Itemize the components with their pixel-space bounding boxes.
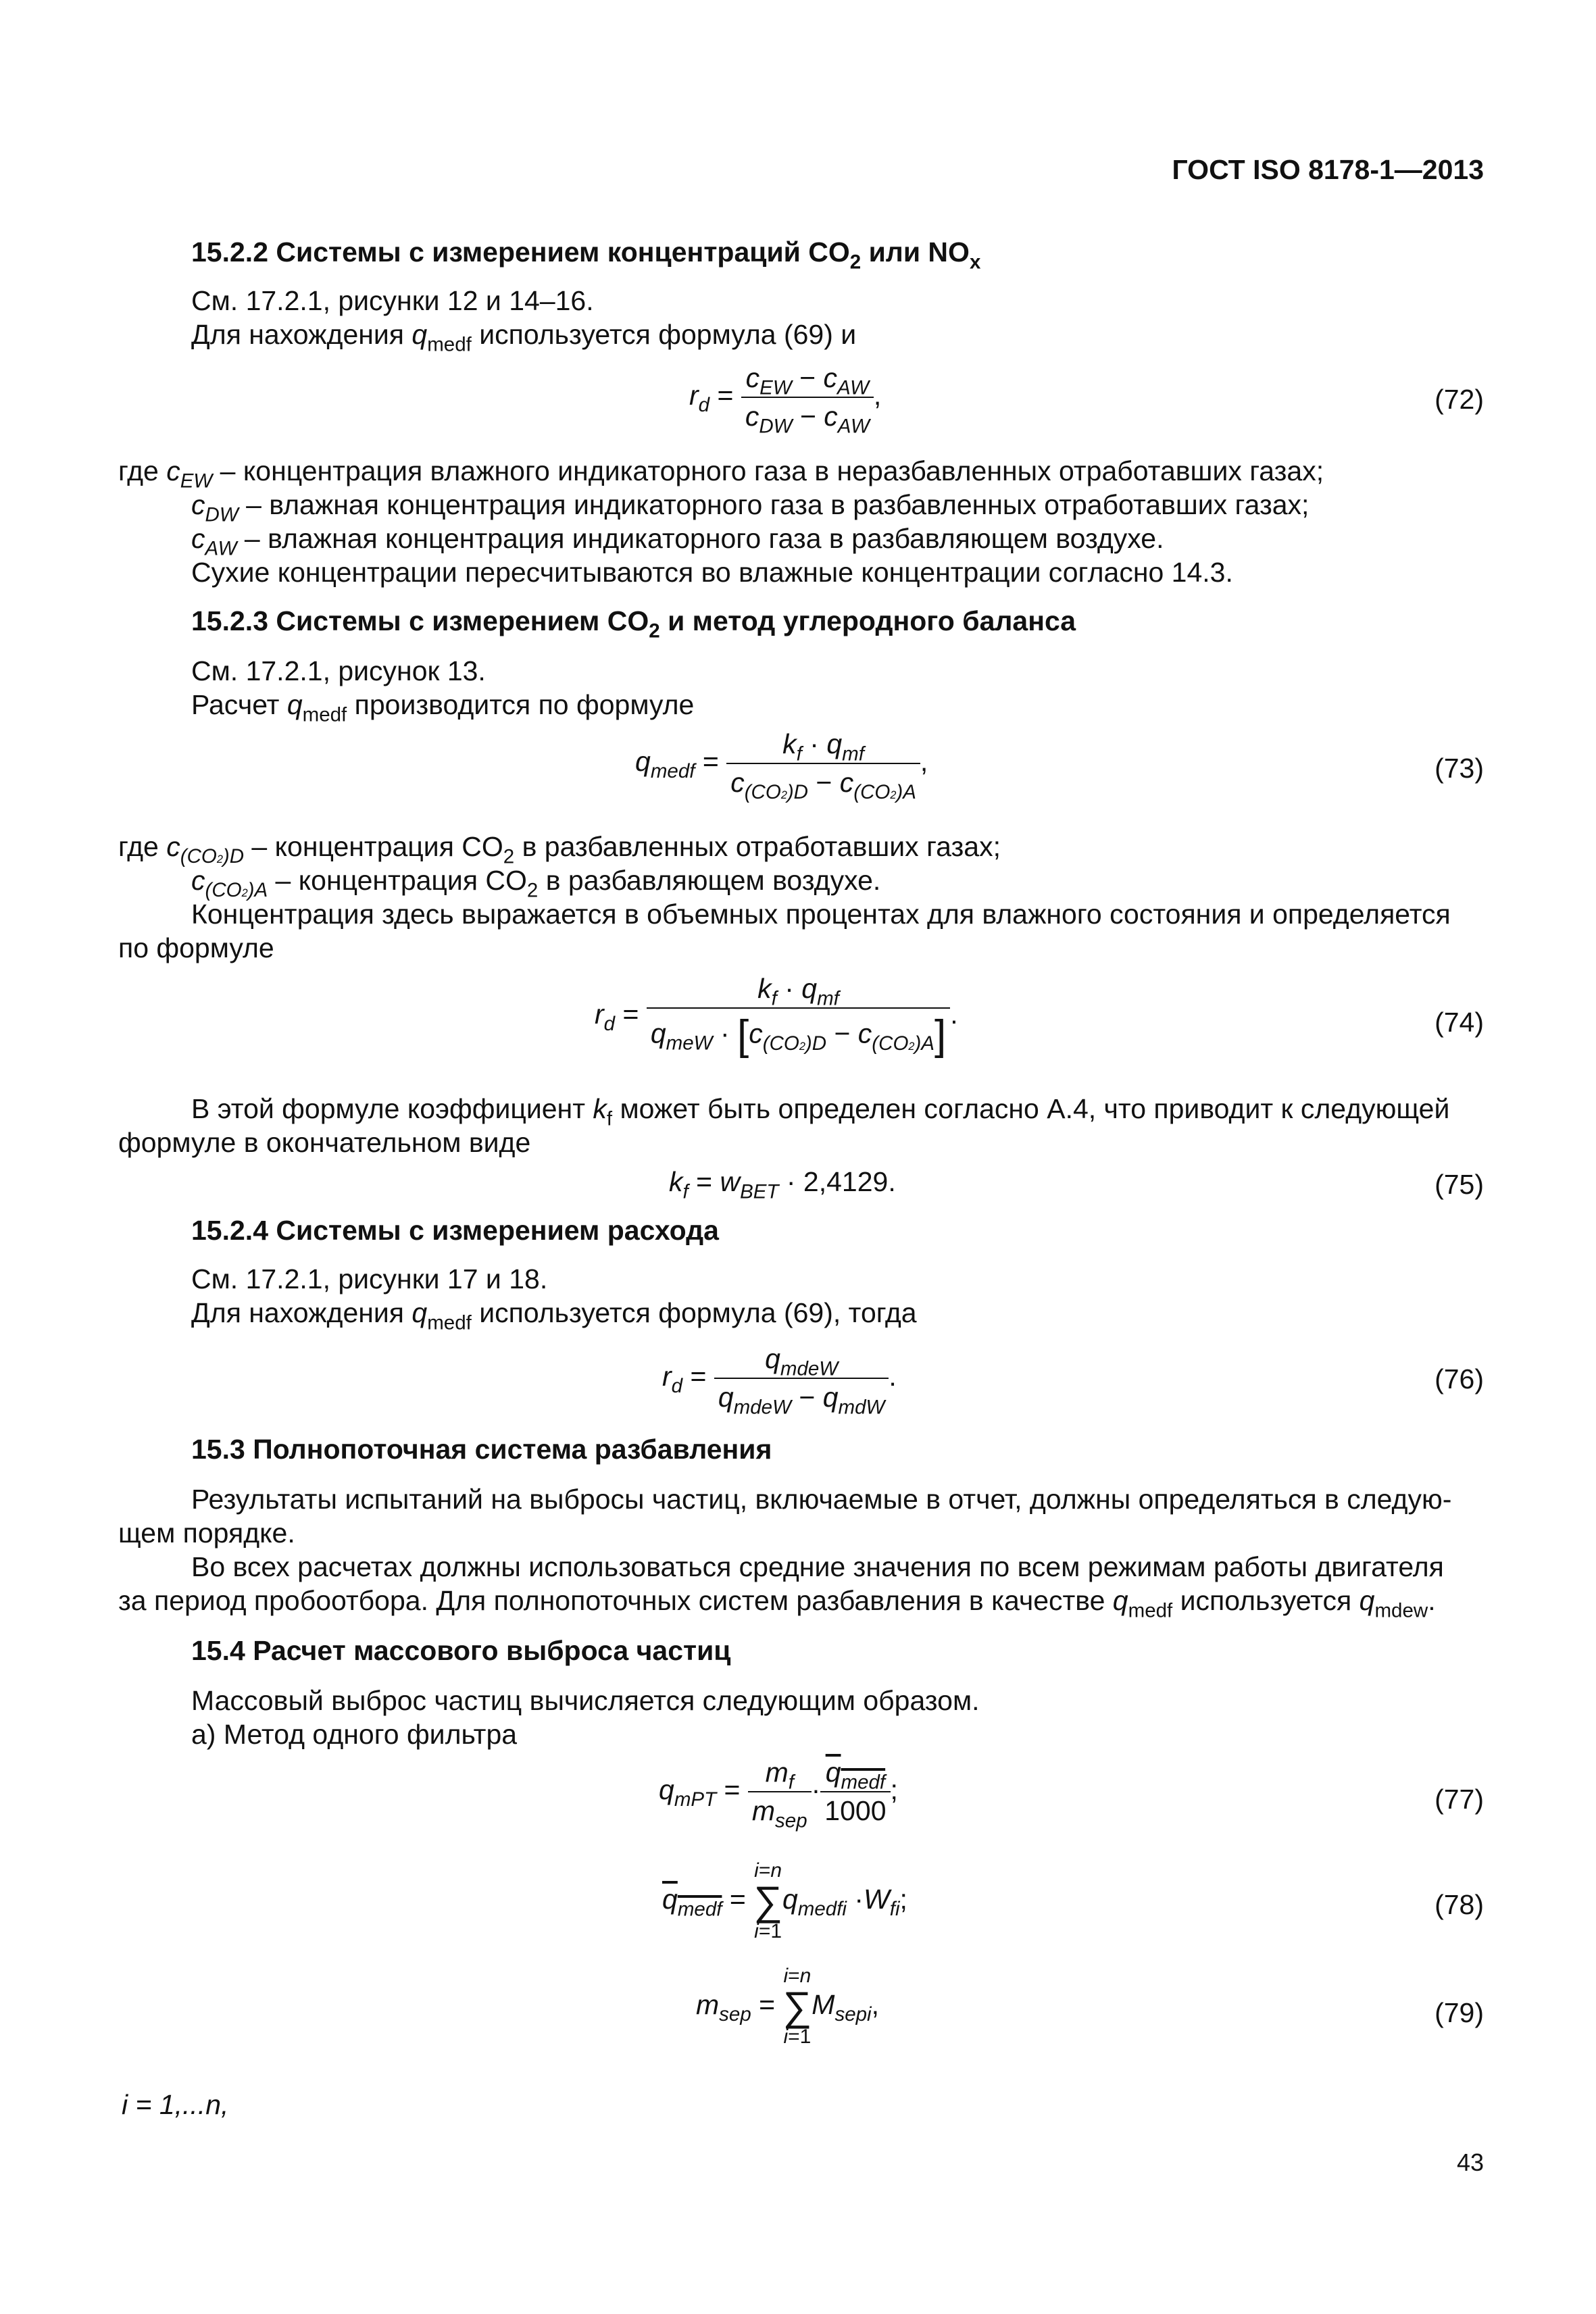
section-15-2-3-title: 15.2.3 Системы с измерением $CO_2$ и метод углеродного баланса <box>191 605 1076 643</box>
page-number: 43 <box>1456 2148 1484 2176</box>
where-line: $c_{AW}$ – влажная концентрация индикаторного газа в разбавляющем воздухе. <box>191 523 1164 560</box>
paragraph: Результаты испытаний на выбросы частиц, включаемые в отчет, должны определяться в следую- <box>191 1484 1452 1515</box>
paragraph: См. 17.2.1, рисунки 17 и 18. <box>191 1263 548 1294</box>
equation-number-72: (72) <box>1435 384 1484 415</box>
where-line: где $c_{(CO2)D}$ – концентрация $CO_2$ в разбавленных отработавших газах; <box>118 831 1001 868</box>
formula-73: $q_{medf}$ = $\frac{k_f \cdot q_{mf}}{c_{(CO2)D} - c_{(CO2)A}}$ , <box>635 728 928 804</box>
paragraph: В этой формуле коэффициент $k_f$ может быть определен согласно A.4, что приводит к следующей <box>191 1093 1450 1130</box>
where-line: $c_{DW}$ – влажная концентрация индикаторного газа в разбавленных отработавших газах; <box>191 489 1310 526</box>
paragraph: за период пробоотбора. Для полнопоточных систем разбавления в качестве $q_{medf}$ используется $q_{mdew}$. <box>118 1585 1436 1622</box>
equation-number-76: (76) <box>1435 1363 1484 1394</box>
paragraph: Массовый выброс частиц вычисляется следующим образом. <box>191 1685 980 1716</box>
section-15-3-title: 15.3 Полнопоточная система разбавления <box>191 1434 772 1465</box>
formula-79: $m_{sep}$ = i=n ∑ i=1 $M_{sepi}$, <box>696 1965 880 2048</box>
index-range: i = 1,...n, <box>122 2089 229 2120</box>
formula-78: $q_{medf}$ = i=n ∑ i=1 $q_{medfi} \cdot W_{fi}$; <box>662 1859 907 1942</box>
section-15-2-4-title: 15.2.4 Системы с измерением расхода <box>191 1215 719 1246</box>
equation-number-79: (79) <box>1435 1997 1484 2028</box>
paragraph: Расчет $q_{medf}$ производится по формуле <box>191 689 695 726</box>
paragraph: Концентрация здесь выражается в объемных процентах для влажного состояния и определяется <box>191 899 1451 930</box>
equation-number-74: (74) <box>1435 1007 1484 1038</box>
formula-76: $r_d$ = $\frac{q_{mdeW}}{q_{mdeW} - q_{mdW}}$ . <box>662 1343 897 1419</box>
paragraph: формуле в окончательном виде <box>118 1127 531 1158</box>
where-line: где $c_{EW}$ – концентрация влажного индикаторного газа в неразбавленных отработавших газах; <box>118 455 1324 493</box>
equation-number-75: (75) <box>1435 1169 1484 1200</box>
paragraph: См. 17.2.1, рисунки 12 и 14–16. <box>191 285 594 316</box>
section-15-2-2-title: 15.2.2 Системы с измерением концентраций $CO_2$ или $NO_x$ <box>191 236 981 274</box>
document-header: ГОСТ ISO 8178-1—2013 <box>1172 154 1484 185</box>
formula-75: $k_f = w_{BET} \cdot 2,4129$. <box>669 1166 896 1203</box>
paragraph: Сухие концентрации пересчитываются во влажные концентрации согласно 14.3. <box>191 557 1233 588</box>
where-line: $c_{(CO2)A}$ – концентрация $CO_2$ в разбавляющем воздухе. <box>191 865 881 902</box>
paragraph: См. 17.2.1, рисунок 13. <box>191 655 486 686</box>
paragraph: по формуле <box>118 932 274 963</box>
equation-number-77: (77) <box>1435 1784 1484 1815</box>
formula-72: $r_d$ = $\frac{c_{EW} - c_{AW}}{c_{DW} - c_{AW}}$ , <box>689 362 882 438</box>
formula-74: $r_d$ = $\frac{k_f \cdot q_{mf}}{q_{meW} \cdot [c_{(CO2)D} - c_{(CO2)A}]}$ . <box>595 973 958 1059</box>
formula-77: $q_{mPT}$ = $\frac{m_f}{m_{sep}}$ · $\frac{q_{medf}}{1000}$ ; <box>659 1757 898 1832</box>
paragraph: Для нахождения $q_{medf}$ используется формула (69) и <box>191 319 857 356</box>
equation-number-73: (73) <box>1435 753 1484 784</box>
paragraph: Для нахождения $q_{medf}$ используется формула (69), тогда <box>191 1297 917 1334</box>
paragraph: a) Метод одного фильтра <box>191 1719 518 1750</box>
paragraph: щем порядке. <box>118 1517 295 1549</box>
section-15-4-title: 15.4 Расчет массового выброса частиц <box>191 1635 731 1666</box>
equation-number-78: (78) <box>1435 1889 1484 1920</box>
paragraph: Во всех расчетах должны использоваться средние значения по всем режимам работы двигателя <box>191 1551 1444 1582</box>
